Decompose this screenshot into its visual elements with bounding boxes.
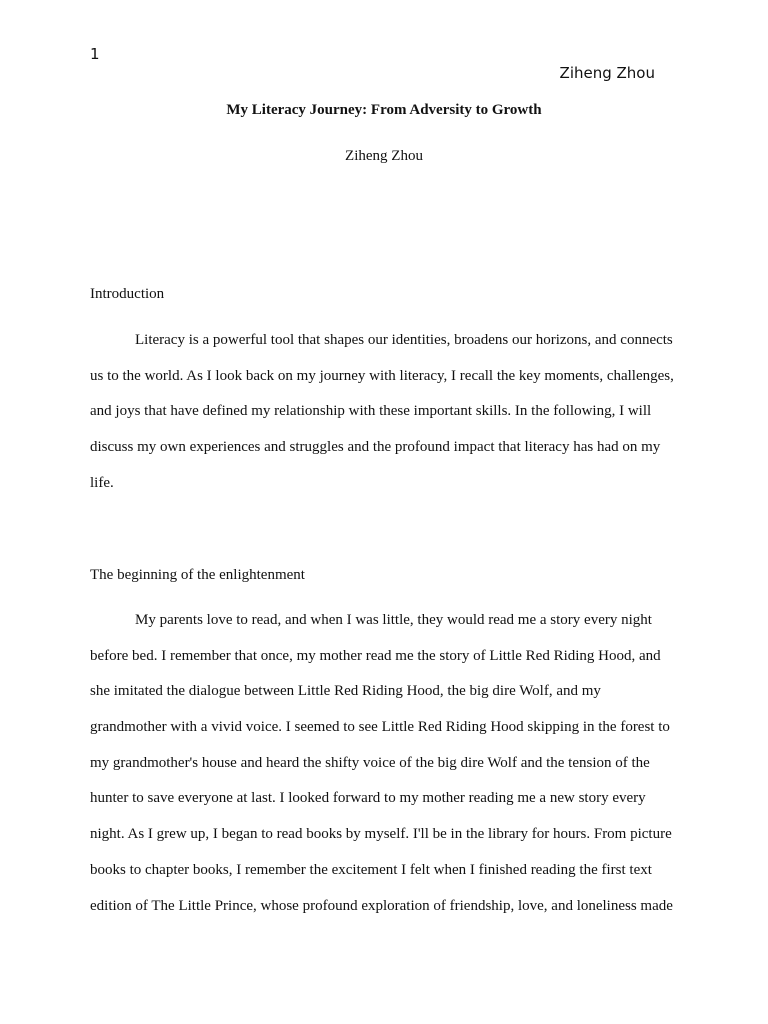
paragraph-line: grandmother with a vivid voice. I seemed to see Little Red Riding Hood skipping in the forest to xyxy=(90,719,670,736)
paragraph-introduction xyxy=(90,330,678,508)
document-title: My Literacy Journey: From Adversity to Growth xyxy=(226,102,542,118)
page-number: 1 xyxy=(90,45,100,63)
paragraph-line: my grandmother's house and heard the shifty voice of the big dire Wolf and the tension of the xyxy=(90,754,650,771)
section-heading-enlightenment: The beginning of the enlightenment xyxy=(90,567,305,583)
document-byline: Ziheng Zhou xyxy=(345,148,423,164)
section-heading-introduction: Introduction xyxy=(90,286,165,302)
paragraph-line: books to chapter books, I remember the excitement I felt when I finished reading the first text xyxy=(90,861,652,878)
paragraph-line: hunter to save everyone at last. I looked forward to my mother reading me a new story every xyxy=(90,790,646,807)
paragraph-line: discuss my own experiences and struggles and the profound impact that literacy has had on my xyxy=(90,439,661,456)
paragraph-enlightenment xyxy=(90,610,678,931)
paragraph-line: and joys that have defined my relationship with these important skills. In the following, I will xyxy=(90,403,652,420)
paragraph-line: Literacy is a powerful tool that shapes our identities, broadens our horizons, and connects xyxy=(135,332,673,348)
paragraph-line: before bed. I remember that once, my mother read me the story of Little Red Riding Hood, and xyxy=(90,647,661,664)
header-author: Ziheng Zhou xyxy=(559,64,655,82)
paragraph-line: us to the world. As I look back on my journey with literacy, I recall the key moments, challenges, xyxy=(90,367,674,384)
paragraph-line: night. As I grew up, I began to read books by myself. I'll be in the library for hours. From picture xyxy=(90,826,672,843)
paragraph-line: My parents love to read, and when I was little, they would read me a story every night xyxy=(135,612,652,628)
paragraph-line: edition of The Little Prince, whose profound exploration of friendship, love, and loneliness made xyxy=(90,897,673,914)
paragraph-line: life. xyxy=(90,474,114,491)
paragraph-line: she imitated the dialogue between Little Red Riding Hood, the big dire Wolf, and my xyxy=(90,683,601,700)
